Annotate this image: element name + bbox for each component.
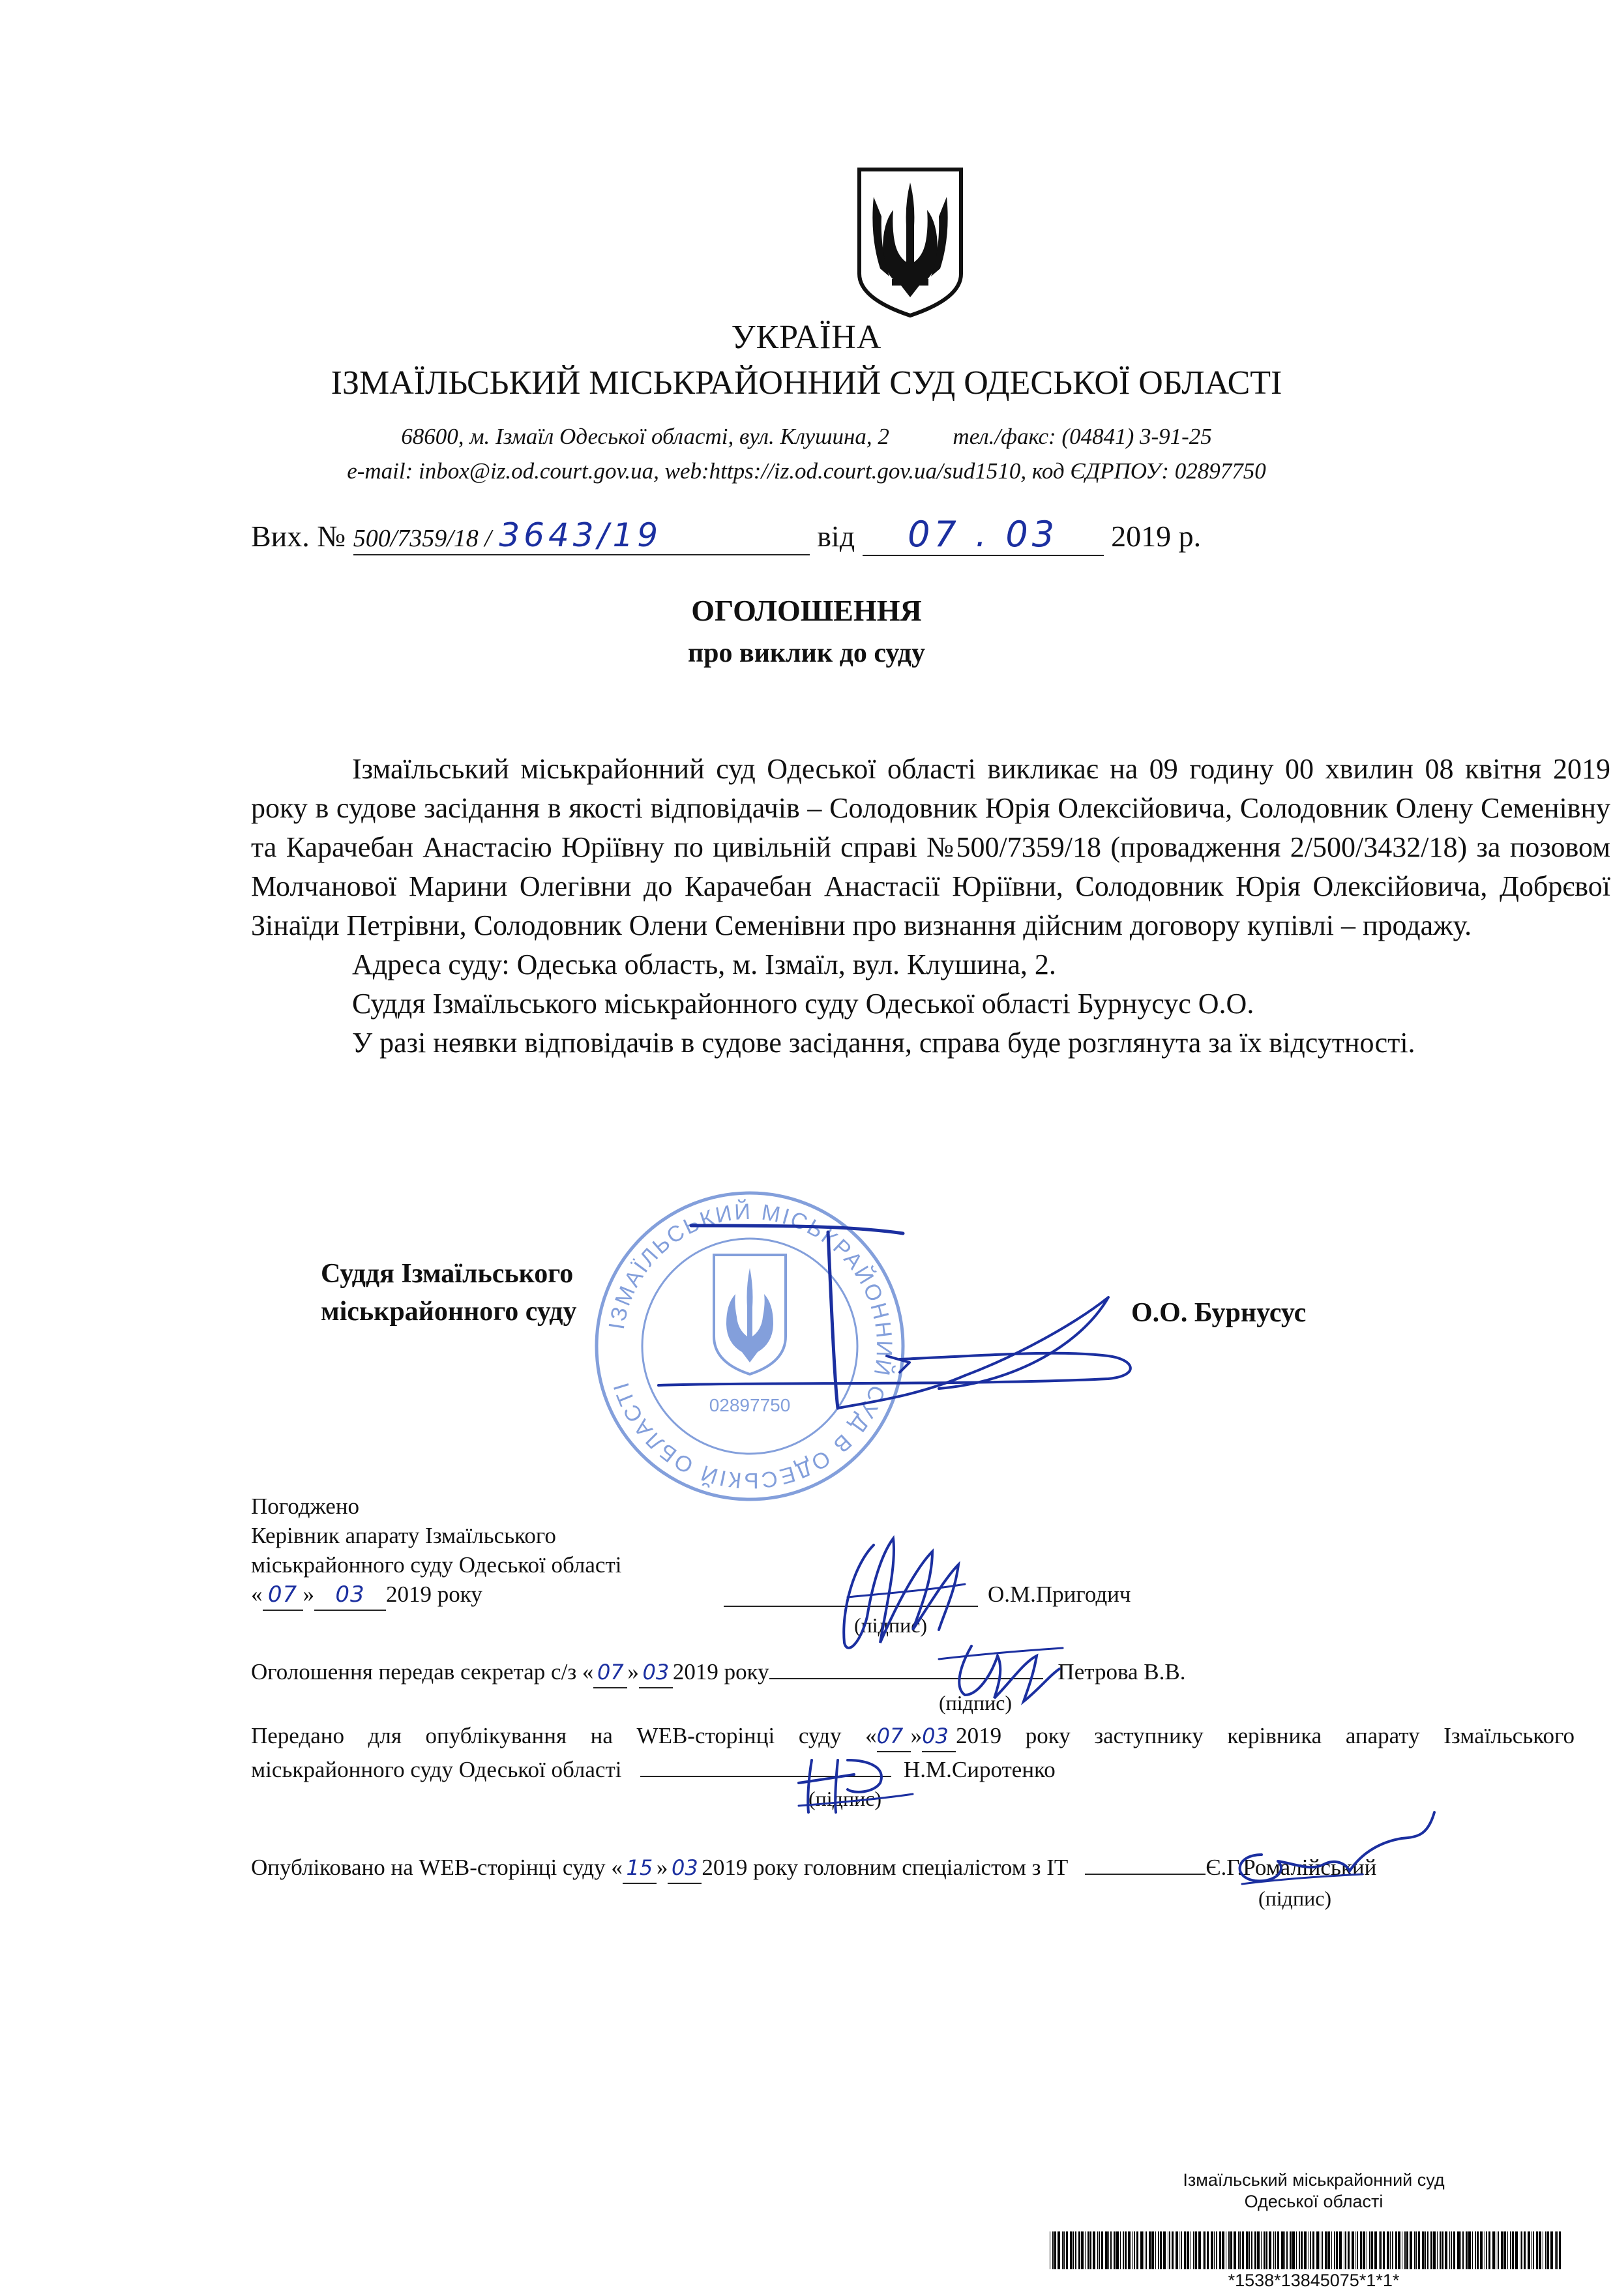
barcode-bar	[1108, 2231, 1109, 2269]
publish-day: 07	[876, 1724, 904, 1748]
coat-of-arms-icon	[854, 164, 966, 319]
barcode-bar	[1387, 2231, 1389, 2269]
barcode-bar	[1425, 2231, 1426, 2269]
barcode-bar	[1219, 2231, 1221, 2269]
barcode-bar	[1222, 2231, 1224, 2269]
barcode-caption-line2: Одеської області	[1244, 2192, 1384, 2211]
barcode-bar	[1475, 2231, 1476, 2269]
barcode-bar	[1374, 2231, 1377, 2269]
barcode-bar	[1238, 2231, 1239, 2269]
barcode-bar	[1327, 2231, 1330, 2269]
outgoing-date-field	[863, 514, 1104, 556]
barcode-bar	[1488, 2231, 1490, 2269]
barcode-bar	[1234, 2231, 1236, 2269]
barcode-bar	[1214, 2231, 1215, 2269]
barcode-bar	[1369, 2231, 1370, 2269]
barcode-bar	[1146, 2231, 1147, 2269]
barcode-bar	[1472, 2231, 1473, 2269]
barcode-bar	[1251, 2231, 1252, 2269]
outgoing-reference	[251, 514, 1201, 556]
barcode-bar	[1216, 2231, 1217, 2269]
barcode-bar	[1301, 2231, 1303, 2269]
barcode-bar	[1261, 2231, 1262, 2269]
barcode-bar	[1230, 2231, 1232, 2269]
barcode-bar	[1187, 2231, 1189, 2269]
barcode-bar	[1286, 2231, 1288, 2269]
barcode-bar	[1195, 2231, 1197, 2269]
barcode-bar	[1088, 2231, 1089, 2269]
barcode-bar	[1132, 2231, 1133, 2269]
publish-line2: міськрайонного суду Одеської області Н.М.Сиротенко	[251, 1752, 1575, 1784]
barcode-bar	[1105, 2231, 1108, 2269]
outgoing-from-label: від	[817, 520, 855, 553]
barcode-bar	[1203, 2231, 1204, 2269]
barcode-bar	[1466, 2231, 1468, 2269]
barcode-bar	[1292, 2231, 1295, 2269]
barcode-bar	[1515, 2231, 1518, 2269]
barcode-bar	[1204, 2231, 1206, 2269]
barcode-bar	[1198, 2231, 1201, 2269]
barcode-bar	[1492, 2231, 1495, 2269]
barcode-bar	[1089, 2231, 1091, 2269]
published-sign-note: (підпис)	[1258, 1887, 1332, 1910]
barcode-bar	[1290, 2231, 1292, 2269]
body-paragraph-absence: У разі неявки відповідачів в судове засідання, справа буде розглянута за їх відсутності.	[352, 1027, 1415, 1059]
published-row: Опубліковано на WEB-сторінці суду « 15 » 03 2019 року головним спеціалістом з IT Є.Г.Ромалійський (підпис)	[251, 1851, 1581, 1913]
outgoing-year: 2019 р.	[1111, 520, 1202, 553]
country-name: УКРАЇНА	[731, 319, 882, 356]
secretary-text: Оголошення передав секретар с/з «	[251, 1659, 594, 1685]
barcode-bar	[1193, 2231, 1194, 2269]
barcode-bar	[1128, 2231, 1131, 2269]
barcode-bar	[1427, 2231, 1428, 2269]
barcode-bar	[1442, 2231, 1443, 2269]
approval-year: 2019 року	[386, 1582, 482, 1607]
judge-title	[321, 1255, 577, 1331]
barcode-bar	[1066, 2231, 1068, 2269]
judge-signature	[659, 1226, 1131, 1408]
barcode-bar	[1257, 2231, 1260, 2269]
published-day: 15	[626, 1855, 653, 1880]
barcode-bar	[1555, 2231, 1556, 2269]
barcode-bar	[1160, 2231, 1162, 2269]
publish-sign-note: (підпис)	[808, 1787, 882, 1810]
barcode-bar	[1348, 2231, 1350, 2269]
barcode-bar	[1134, 2231, 1135, 2269]
barcode-bar	[1246, 2231, 1249, 2269]
barcode-bar	[1480, 2231, 1483, 2269]
barcode-bar	[1449, 2231, 1450, 2269]
barcode-bar	[1371, 2231, 1373, 2269]
secretary-signature-line	[769, 1655, 1043, 1679]
outgoing-handwritten-number: 3643/19	[499, 516, 662, 554]
barcode-bar	[1507, 2231, 1508, 2269]
barcode-bar	[1265, 2231, 1267, 2269]
barcode-bar	[1099, 2231, 1100, 2269]
seal-ring-text: ІЗМАЇЛЬСЬКИЙ МІСЬКРАЙОННИЙ СУД В ОДЕСЬКІЙ ОБЛАСТІ	[604, 1199, 897, 1494]
published-text-b: 2019 року головним спеціалістом з IT	[702, 1855, 1068, 1880]
barcode-bar	[1460, 2231, 1461, 2269]
barcode-caption-line1: Ізмаїльський міськрайонний суд	[1183, 2170, 1445, 2190]
barcode-bar	[1521, 2231, 1522, 2269]
barcode-bar	[1453, 2231, 1455, 2269]
barcode-bar	[1531, 2231, 1532, 2269]
secretary-month: 03	[642, 1660, 670, 1685]
barcode-bar	[1207, 2231, 1209, 2269]
barcode-bar	[1462, 2231, 1464, 2269]
barcode-bar	[1078, 2231, 1080, 2269]
published-month: 03	[672, 1855, 698, 1880]
barcode-bar	[1339, 2231, 1342, 2269]
barcode-bar	[1275, 2231, 1276, 2269]
secretary-name: Петрова В.В.	[1058, 1659, 1186, 1685]
approval-line2: міськрайонного суду Одеської області	[251, 1552, 622, 1578]
barcode-bar	[1545, 2231, 1546, 2269]
barcode-bar	[1345, 2231, 1346, 2269]
barcode-bar	[1380, 2231, 1382, 2269]
publish-row: Передано для опублікування на WEB-сторінці суду «07 »03 2019 року заступнику керівника апарату Ізмаїльського міськрайонного суду Одеської області Н.М.Сиротенко (підпис)	[251, 1721, 1575, 1814]
approval-signature-line	[724, 1580, 978, 1607]
document-subtitle: про виклик до суду	[687, 638, 926, 668]
barcode-bar	[1058, 2231, 1060, 2269]
barcode-bar	[1254, 2231, 1256, 2269]
barcode-bar	[1334, 2231, 1335, 2269]
court-phone: тел./факс: (04841) 3-91-25	[953, 424, 1212, 449]
barcode-bar	[1437, 2231, 1438, 2269]
barcode-bar	[1281, 2231, 1284, 2269]
barcode-bar	[1524, 2231, 1526, 2269]
publish-text-a: Передано для опублікування на WEB-сторінці суду «	[251, 1723, 877, 1748]
barcode-bar	[1486, 2231, 1487, 2269]
secretary-day: 07	[597, 1660, 624, 1685]
barcode-number: *1538*13845075*1*1*	[1228, 2271, 1400, 2290]
barcode-bar	[1063, 2231, 1065, 2269]
court-contacts: e-mail: inbox@iz.od.court.gov.ua, web:https://iz.od.court.gov.ua/sud1510, код ЄДРПОУ: 02897750	[347, 458, 1266, 484]
barcode-bar	[1528, 2231, 1530, 2269]
barcode-bar	[1325, 2231, 1327, 2269]
publish-signature-line	[640, 1752, 891, 1777]
body-paragraph-judge: Суддя Ізмаїльського міськрайонного суду Одеської області Бурнусус О.О.	[352, 988, 1254, 1020]
barcode-bar	[1383, 2231, 1385, 2269]
barcode-bar	[1414, 2231, 1415, 2269]
barcode-bar	[1277, 2231, 1279, 2269]
barcode-bar	[1392, 2231, 1393, 2269]
secretary-row: Оголошення передав секретар с/з « 07 » 03 2019 року Петрова В.В. (підпис)	[251, 1655, 1575, 1718]
barcode-bar	[1398, 2231, 1400, 2269]
barcode-bar	[1242, 2231, 1244, 2269]
barcode-bar	[1468, 2231, 1471, 2269]
barcode-bar	[1310, 2231, 1311, 2269]
barcode-bar	[1172, 2231, 1174, 2269]
barcode-bar	[1239, 2231, 1241, 2269]
publish-month: 03	[922, 1724, 949, 1748]
barcode-bar	[1110, 2231, 1112, 2269]
barcode-bar	[1052, 2231, 1054, 2269]
barcode-bar	[1360, 2231, 1362, 2269]
approval-month: 03	[335, 1582, 365, 1608]
barcode-bar	[1264, 2231, 1265, 2269]
barcode-bar	[1116, 2231, 1119, 2269]
approval-agreed: Погоджено	[251, 1494, 360, 1519]
barcode-image	[1050, 2231, 1565, 2269]
barcode-bar	[1273, 2231, 1274, 2269]
barcode-bar	[1085, 2231, 1086, 2269]
barcode-bar	[1101, 2231, 1103, 2269]
court-name: ІЗМАЇЛЬСЬКИЙ МІСЬКРАЙОННИЙ СУД ОДЕСЬКОЇ ОБЛАСТІ	[331, 364, 1282, 402]
published-signature-line	[1085, 1851, 1206, 1875]
barcode-bar	[1451, 2231, 1452, 2269]
barcode-bar	[1510, 2231, 1511, 2269]
barcode-bar	[1176, 2231, 1178, 2269]
barcode-bar	[1498, 2231, 1499, 2269]
barcode-bar	[1097, 2231, 1098, 2269]
barcode-bar	[1081, 2231, 1084, 2269]
barcode-bar	[1536, 2231, 1538, 2269]
secretary-sign-note: (підпис)	[939, 1691, 1013, 1715]
barcode-bar	[1363, 2231, 1365, 2269]
barcode-bar	[1073, 2231, 1074, 2269]
barcode-bar	[1149, 2231, 1151, 2269]
barcode-bar	[1184, 2231, 1186, 2269]
barcode-bar	[1410, 2231, 1412, 2269]
barcode-bar	[1120, 2231, 1121, 2269]
barcode-bar	[1395, 2231, 1397, 2269]
barcode-bar	[1228, 2231, 1230, 2269]
outgoing-handwritten-date: 07 . 03	[908, 514, 1059, 555]
barcode-bar	[1169, 2231, 1170, 2269]
barcode-bar	[1140, 2231, 1143, 2269]
barcode-bar	[1312, 2231, 1314, 2269]
body-paragraph-address: Адреса суду: Одеська область, м. Ізмаїл, вул. Клушина, 2.	[352, 949, 1056, 980]
barcode-bar	[1093, 2231, 1095, 2269]
outgoing-printed-number: 500/7359/18 /	[353, 525, 492, 552]
outgoing-label: Вих. №	[251, 520, 346, 553]
barcode-bar	[1181, 2231, 1182, 2269]
barcode-bar	[1357, 2231, 1358, 2269]
barcode-bar	[1151, 2231, 1154, 2269]
barcode-bar	[1556, 2231, 1558, 2269]
approval-day: 07	[267, 1582, 298, 1608]
barcode-bar	[1054, 2231, 1056, 2269]
barcode-bar	[1284, 2231, 1285, 2269]
barcode-bar	[1422, 2231, 1425, 2269]
body-paragraph-summons: Ізмаїльський міськрайонний суд Одеської області викликає на 09 годину 00 хвилин 08 квітня 2019 року в судове засідання в якості відповідачів – Солодовник Юрія Олексійовича, Солодовник Олену Семенівну та Карачебан Анастасію Юріївну по цивільній справі №500/7359/18 (провадження 2/500/3432/18) за позовом Молчанової Марини Олегівни до Карачебан Анастасії Юріївни, Солодовник Юрія Олексійовича, Добрєвої Зінаїди Петрівни, Солодовник Олени Семенівни про визнання дійсним договору купівлі – продажу.	[251, 753, 1610, 941]
judge-name: О.О. Бурнусус	[1131, 1298, 1307, 1328]
barcode-bar	[1406, 2231, 1408, 2269]
judge-title-line2: міськрайонного суду	[321, 1297, 577, 1327]
barcode-bar	[1125, 2231, 1127, 2269]
document-title: ОГОЛОШЕННЯ	[691, 594, 922, 627]
barcode-bar	[1379, 2231, 1380, 2269]
barcode-bar	[1418, 2231, 1420, 2269]
barcode-bar	[1501, 2231, 1503, 2269]
barcode-bar	[1322, 2231, 1323, 2269]
barcode-bar	[1211, 2231, 1213, 2269]
barcode-bar	[1533, 2231, 1534, 2269]
barcode-bar	[1304, 2231, 1307, 2269]
approval-sign-note: (підпис)	[854, 1613, 928, 1637]
barcode-bar	[1404, 2231, 1406, 2269]
approval-date-row: « 07 » 03 2019 року О.М.Пригодич	[251, 1580, 1575, 1611]
court-address-line	[0, 424, 1613, 450]
secretary-year: 2019 року	[672, 1659, 769, 1685]
barcode-bar	[1070, 2231, 1073, 2269]
barcode-bar	[1440, 2231, 1441, 2269]
barcode-bar	[1547, 2231, 1549, 2269]
barcode-bar	[1390, 2231, 1391, 2269]
barcode-bar	[1123, 2231, 1124, 2269]
published-text-a: Опубліковано на WEB-сторінці суду «	[251, 1855, 623, 1880]
barcode-bar	[1503, 2231, 1506, 2269]
barcode-bar	[1136, 2231, 1138, 2269]
barcode-bar	[1336, 2231, 1338, 2269]
barcode-bar	[1539, 2231, 1541, 2269]
barcode-bar	[1445, 2231, 1447, 2269]
approval-name: О.М.Пригодич	[988, 1582, 1131, 1607]
barcode-bar	[1316, 2231, 1319, 2269]
barcode-bar	[1269, 2231, 1271, 2269]
barcode-bar	[1433, 2231, 1436, 2269]
approval-block	[251, 1492, 1575, 1640]
barcode-bar	[1415, 2231, 1417, 2269]
seal-code: 02897750	[709, 1395, 791, 1415]
barcode-bar	[1163, 2231, 1166, 2269]
barcode-caption	[1056, 2170, 1571, 2213]
barcode-bar	[1477, 2231, 1479, 2269]
barcode-bar	[1331, 2231, 1332, 2269]
barcode-bar	[1062, 2231, 1063, 2269]
barcode-bar	[1114, 2231, 1116, 2269]
published-name: Є.Г.Ромалійський	[1206, 1855, 1377, 1880]
barcode-bar	[1296, 2231, 1297, 2269]
approval-line1: Керівник апарату Ізмаїльського	[251, 1523, 556, 1548]
barcode-bar	[1075, 2231, 1076, 2269]
court-seal-stamp	[597, 1193, 903, 1499]
barcode-bar	[1430, 2231, 1432, 2269]
outgoing-number-field	[353, 516, 810, 555]
barcode-bar	[1559, 2231, 1561, 2269]
barcode-bar	[1155, 2231, 1156, 2269]
court-address: 68600, м. Ізмаїл Одеської області, вул. Клушина, 2	[401, 424, 889, 449]
barcode-bar	[1457, 2231, 1460, 2269]
barcode-bar	[1550, 2231, 1553, 2269]
publish-text-b: 2019 року заступнику керівника апарату Ізмаїльського	[956, 1723, 1575, 1748]
publish-name: Н.М.Сиротенко	[903, 1757, 1056, 1782]
judge-title-line1: Суддя Ізмаїльського	[321, 1259, 574, 1289]
barcode-bar	[1158, 2231, 1159, 2269]
announcement-body	[251, 750, 1610, 1063]
barcode-bar	[1249, 2231, 1250, 2269]
barcode-bar	[1352, 2231, 1354, 2269]
barcode-bar	[1299, 2231, 1300, 2269]
barcode-bar	[1512, 2231, 1514, 2269]
